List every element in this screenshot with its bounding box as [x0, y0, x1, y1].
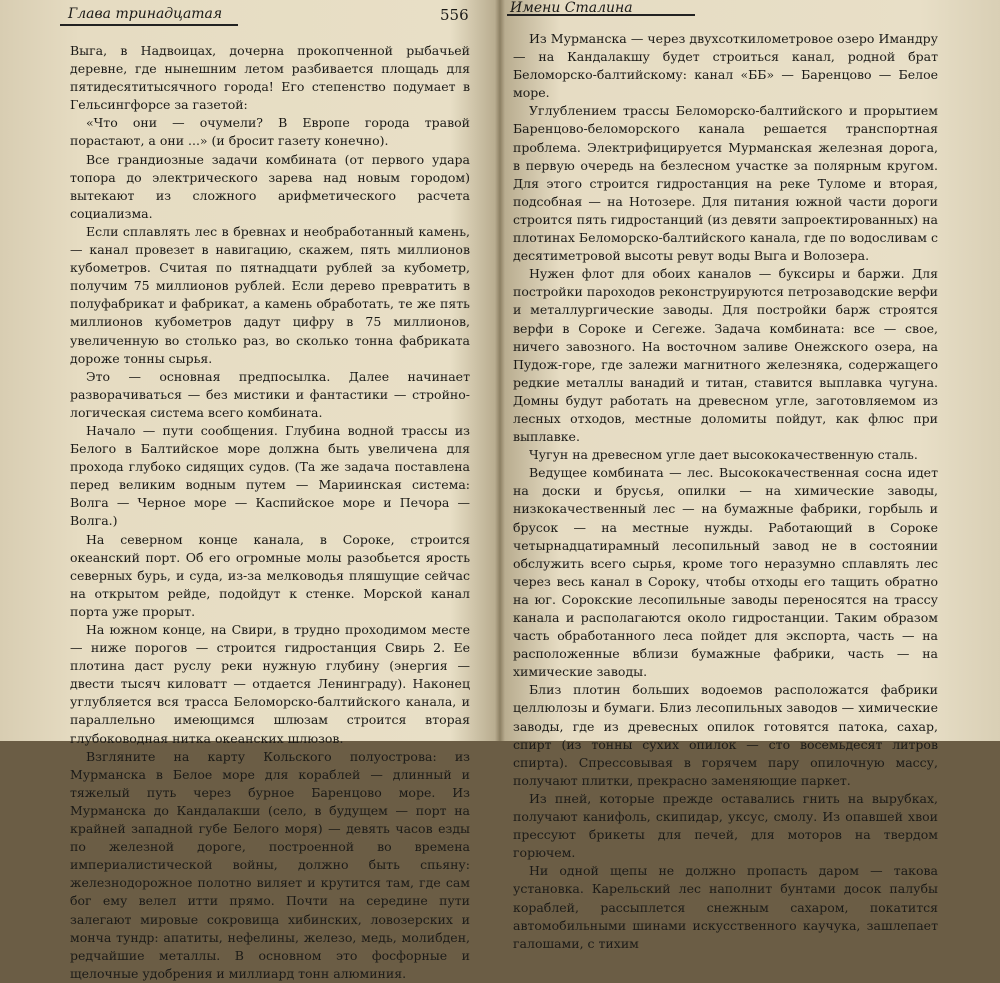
running-head-left: Глава тринадцатая — [68, 6, 223, 22]
running-head-right: Имени Сталина — [510, 0, 633, 16]
paragraph: На южном конце, на Свири, в трудно проходимом месте — ниже порогов — строится гидростанция Свирь 2. Ее плотина даст руслу реки нужную глубину (энергия — двести тысяч киловатт — отдается Ленинграду). Наконец углубляется вся трасса Беломорско-балтийского канала, и параллельно имеющимся шлюзам строится вторая глубоководная нитка океанских шлюзов. — [70, 622, 470, 746]
paragraph: Из пней, которые прежде оставались гнить на вырубках, получают канифоль, скипидар, уксус, смолу. Из опавшей хвои прессуют брикеты для печей, для моторов на твердом горючем. — [513, 790, 938, 861]
left-page-body — [70, 42, 470, 983]
paragraph: Чугун на древесном угле дает высококачественную сталь. — [529, 447, 918, 463]
paragraph: Из Мурманска — через двухсоткилометровое озеро Имандру — на Кандалакшу будет строиться канал, родной брат Беломорско-балтийскому: канал «ББ» — Баренцово — Белое море. — [513, 31, 938, 101]
paragraph: Взгляните на карту Кольского полуострова: из Мурманска в Белое море для кораблей — длинный и тяжелый путь через бурное Баренцово море. Из Мурманска до Кандалакши (село, в будущем — порт на крайней западной губе Белого моря) — девять часов езды по железной дороге, построенной во времена империалистической войны, должно быть спьяну: железнодорожное полотно виляет и крутится там, где сам бог ему велел итти прямо. Почти на середине пути залегают мировые сокровища хибинских, ловозерских и монча тундр: апатиты, нефелины, железо, медь, молибден, редчайшие металлы. В основном это фосфорные и щелочные удобрения и миллиард тонн алюминия. — [70, 748, 470, 981]
paragraph: Близ плотин больших водоемов расположатся фабрики целлюлозы и бумаги. Близ лесопильных заводов — химические заводы, где из древесных опилок готовятся патока, сахар, спирт (из тонны сухих опилок — сто восемьдесят литров спирта). Спрессовывая в горячем пару опилочную массу, получают плитки, прекрасно заменяющие паркет. — [513, 682, 938, 788]
paragraph: «Что они — очумели? В Европе города травой порастают, а они ...» (и бросит газету конечно). — [70, 115, 470, 149]
paragraph: Углублением трассы Беломорско-балтийского и прорытием Баренцово-беломорского канала решается транспортная проблема. Электрифицируется Мурманская железная дорога, в первую очередь на безлесном участке за полярным кругом. Для этого строится гидростанция на реке Туломе и вторая, подсобная — на Нотозере. Для питания южной части дороги строится пять гидростанций (из девяти запроектированных) на плотинах Беломорско-балтийского канала, где по водосливам с десятиметровой высоты ревут воды Выга и Волозера. — [513, 103, 938, 264]
paragraph: Это — основная предпосылка. Далее начинает разворачиваться — без мистики и фантастики — стройно-логическая система всего комбината. — [70, 368, 470, 420]
paragraph: Все грандиозные задачи комбината (от первого удара топора до электрического зарева над новым городом) вытекают из сложного арифметического расчета социализма. — [70, 151, 470, 221]
header-rule-right — [507, 14, 695, 16]
page-number: 556 — [440, 6, 469, 24]
paragraph: Выга, в Надвоицах, дочерна прокопченной рыбачьей деревне, где нынешним летом разбивается площадь для пятидесятитысячного города! Его степенство подумает в Гельсингфорсе за газетой: — [70, 43, 470, 113]
right-page-body — [513, 30, 938, 953]
left-page — [0, 0, 500, 981]
paragraph: Ведущее комбината — лес. Высококачественная сосна идет на доски и брусья, опилки — на химические заводы, низкокачественный лес — на бумажные фабрики, горбыль и брусок — на местные нужды. Работающий в Сороке четырнадцатирамный лесопильный завод не в состоянии обслужить всего сырья, кроме того неразумно сплавлять лес через весь канал в Сороку, чтобы отходы его тащить обратно на юг. Сорокские лесопильные заводы переносятся на трассу канала и располагаются около гидростанции. Таким образом часть обработанного леса пойдет для экспорта, часть — на расположенные вблизи бумажные фабрики, часть — на химические заводы. — [513, 465, 938, 680]
paragraph: Ни одной щепы не должно пропасть даром — такова установка. Карельский лес наполнит бунтами досок палубы кораблей, рассыплется снежным сахаром, покатится автомобильными шинами искусственного каучука, зашлепает галошами, с тихим — [513, 863, 938, 951]
paragraph: На северном конце канала, в Сороке, строится океанский порт. Об его огромные молы разобьется ярость северных бурь, и суда, из-за мелководья пляшущие сейчас на открытом рейде, подойдут к стенке. Морской канал порта уже прорыт. — [70, 531, 470, 619]
paragraph: Нужен флот для обоих каналов — буксиры и баржи. Для постройки пароходов реконструируются петрозаводские верфи и металлургические заводы. Для постройки барж строятся верфи в Сороке и Сегеже. Задача комбината: все — свое, ничего завозного. На восточном заливе Онежского озера, на Пудож-горе, где залежи магнитного железняка, содержащего редкие металлы ванадий и титан, ставится выплавка чугуна. Домны будут работать на древесном угле, заготовляемом из лесных отходов, местные доломиты пойдут, как флюс при выплавке. — [513, 266, 938, 445]
header-rule-left — [60, 24, 238, 26]
paragraph: Начало — пути сообщения. Глубина водной трассы из Белого в Балтийское море должна быть увеличена для прохода глубоко сидящих судов. (Та же задача поставлена перед великим водным путем — Мариинская система: Волга — Черное море — Каспийское море и Печора — Волга.) — [70, 422, 470, 529]
paragraph: Если сплавлять лес в бревнах и необработанный камень, — канал провезет в навигацию, скажем, пять миллионов кубометров. Считая по пятнадцати рублей за кубометр, получим 75 миллионов рублей. Если дерево превратить в полуфабрикат и фабрикат, а камень обработать, те же пять миллионов кубометров дадут цифру в 75 миллионов, увеличенную во столько раз, во сколько тонна фабриката дороже тонны сырья. — [70, 223, 470, 366]
right-page — [505, 0, 1000, 951]
